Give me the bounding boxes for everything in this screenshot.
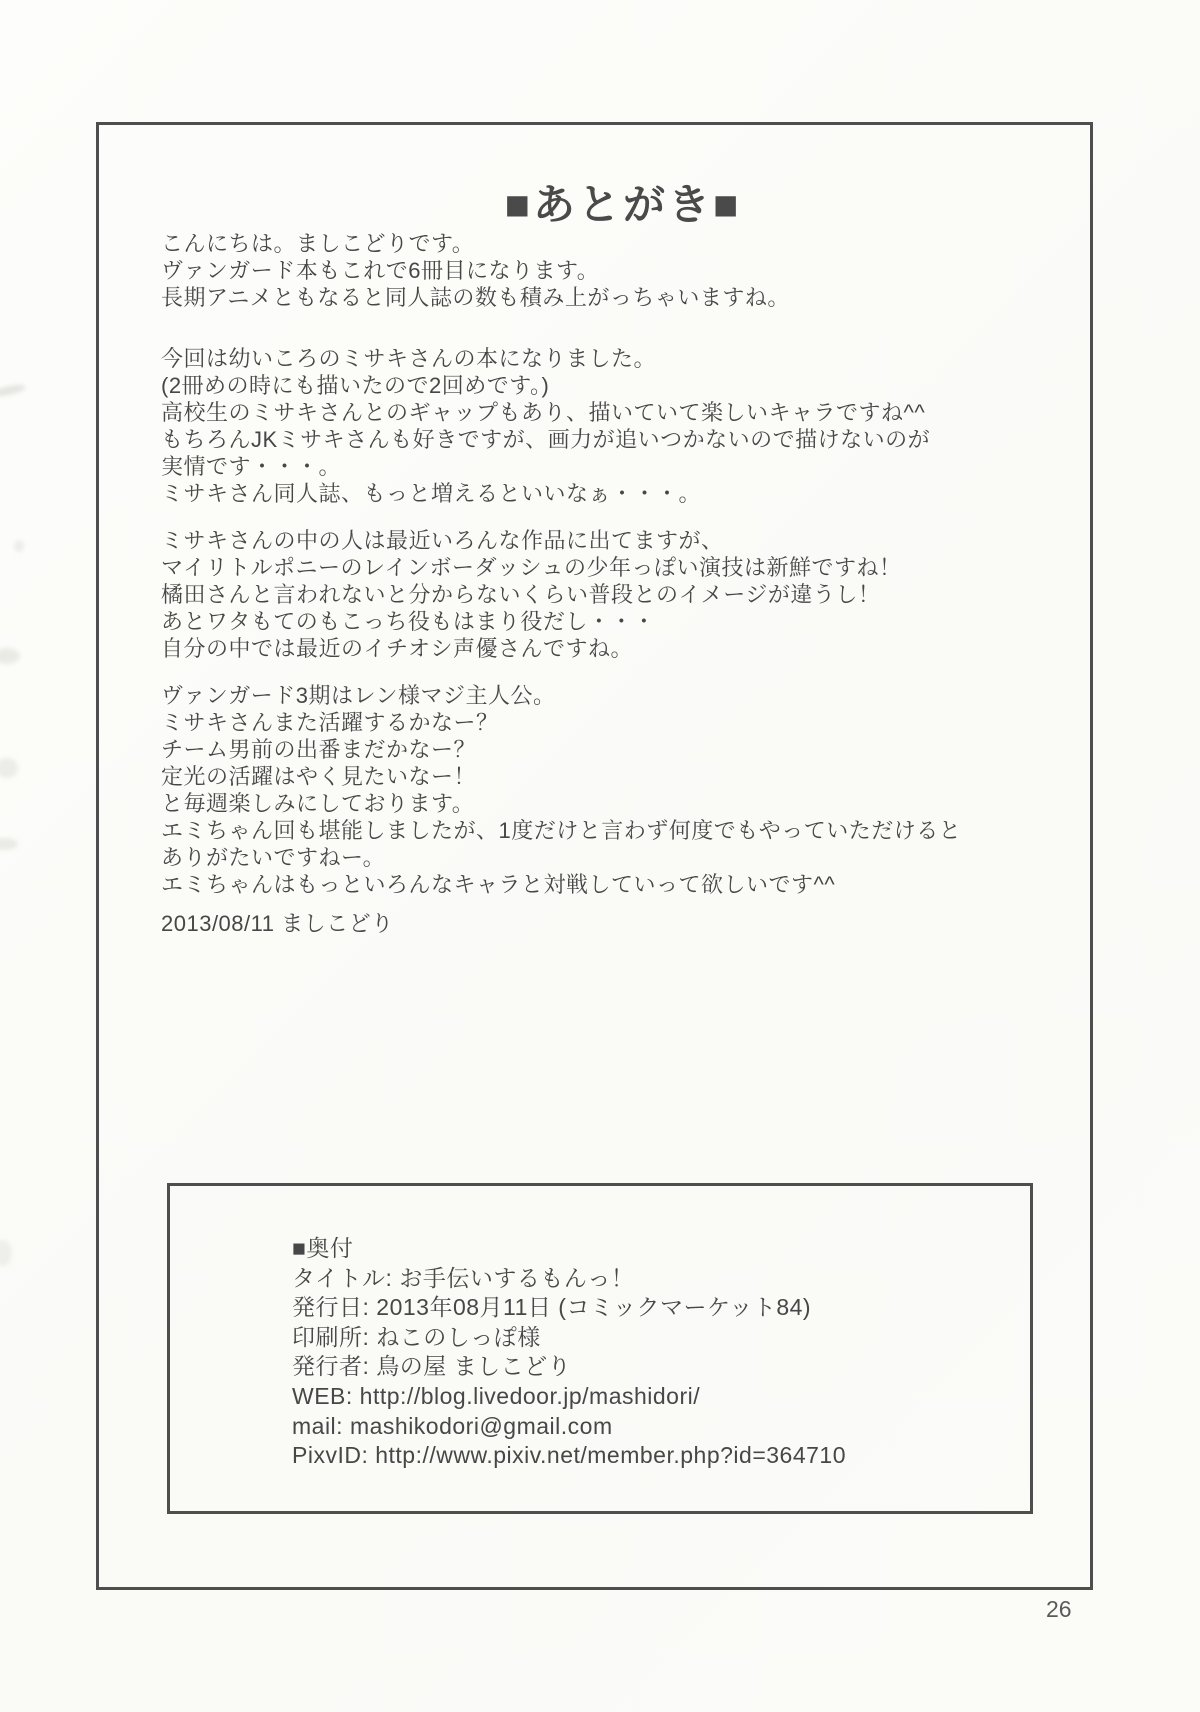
text-line: ミサキさんの中の人は最近いろんな作品に出てますが、 bbox=[161, 528, 724, 553]
text-line: 高校生のミサキさんとのギャップもあり、描いていて楽しいキャラですね^^ bbox=[161, 400, 926, 425]
colophon-entries bbox=[292, 1264, 1010, 1471]
text-line: エミちゃんはもっといろんなキャラと対戦していって欲しいです^^ bbox=[161, 872, 836, 897]
text-line: 自分の中では最近のイチオシ声優さんですね。 bbox=[161, 636, 634, 661]
text-line: エミちゃん回も堪能しましたが、1度だけと言わず何度でもやっていただけると bbox=[161, 818, 962, 843]
text-line: こんにちは。ましこどりです。 bbox=[161, 231, 475, 256]
scan-smudge bbox=[14, 540, 24, 552]
page-title: ■あとがき■ bbox=[504, 181, 742, 228]
colophon-heading: ■奥付 bbox=[292, 1235, 354, 1261]
text-line: ミサキさんまた活躍するかなー？ bbox=[161, 710, 499, 735]
scan-smudge bbox=[0, 1240, 12, 1266]
signature-date: 2013/08/11 ましこどり bbox=[161, 911, 394, 936]
text-line: 長期アニメともなると同人誌の数も積み上がっちゃいますね。 bbox=[161, 285, 790, 310]
text-line: (2冊めの時にも描いたので2回めです。) bbox=[161, 373, 550, 398]
colophon-entry: PixvID: http://www.pixiv.net/member.php?id=364710 bbox=[292, 1442, 846, 1469]
colophon-entry: mail: mashikodori@gmail.com bbox=[292, 1412, 613, 1439]
text-line: マイリトルポニーのレインボーダッシュの少年っぽい演技は新鮮ですね！ bbox=[161, 555, 902, 580]
scan-smudge bbox=[0, 383, 27, 399]
afterword-paragraph-book-theme bbox=[161, 345, 1061, 507]
text-line: ありがたいですねー。 bbox=[161, 845, 386, 870]
afterword-paragraph-voice-actress bbox=[161, 527, 1061, 662]
colophon-entry: 発行日: 2013年08月11日 (コミックマーケット84) bbox=[292, 1294, 812, 1321]
scan-smudge bbox=[0, 838, 18, 850]
scan-smudge bbox=[0, 758, 18, 778]
text-line: ミサキさん同人誌、もっと増えるといいなぁ・・・。 bbox=[161, 481, 702, 506]
colophon-content bbox=[170, 1186, 1030, 1471]
text-line: と毎週楽しみにしております。 bbox=[161, 791, 475, 816]
text-line: ヴァンガード3期はレン様マジ主人公。 bbox=[161, 683, 556, 708]
colophon-box bbox=[167, 1183, 1033, 1514]
text-line: ヴァンガード本もこれで6冊目になります。 bbox=[161, 258, 600, 283]
afterword-paragraph-greeting bbox=[161, 230, 1061, 311]
text-line: 橘田さんと言われないと分からないくらい普段とのイメージが違うし！ bbox=[161, 582, 881, 607]
afterword-paragraph-season3 bbox=[161, 682, 1061, 898]
page-number: 26 bbox=[1046, 1596, 1072, 1622]
colophon-entry: WEB: http://blog.livedoor.jp/mashidori/ bbox=[292, 1382, 701, 1409]
colophon-entry: 発行者: 鳥の屋 ましこどり bbox=[292, 1353, 572, 1380]
text-line: あとワタもてのもこっち役もはまり役だし・・・ bbox=[161, 609, 656, 634]
text-line: 今回は幼いころのミサキさんの本になりました。 bbox=[161, 346, 657, 371]
text-line: もちろんJKミサキさんも好きですが、画力が追いつかないので描けないのが bbox=[161, 427, 931, 452]
text-line: 実情です・・・。 bbox=[161, 454, 342, 479]
text-line: チーム男前の出番まだかなー？ bbox=[161, 737, 477, 762]
colophon-entry: タイトル: お手伝いするもんっ！ bbox=[292, 1264, 635, 1291]
text-line: 定光の活躍はやく見たいなー！ bbox=[161, 764, 477, 789]
colophon-entry: 印刷所: ねこのしっぽ様 bbox=[292, 1323, 541, 1350]
scan-smudge bbox=[0, 648, 20, 664]
